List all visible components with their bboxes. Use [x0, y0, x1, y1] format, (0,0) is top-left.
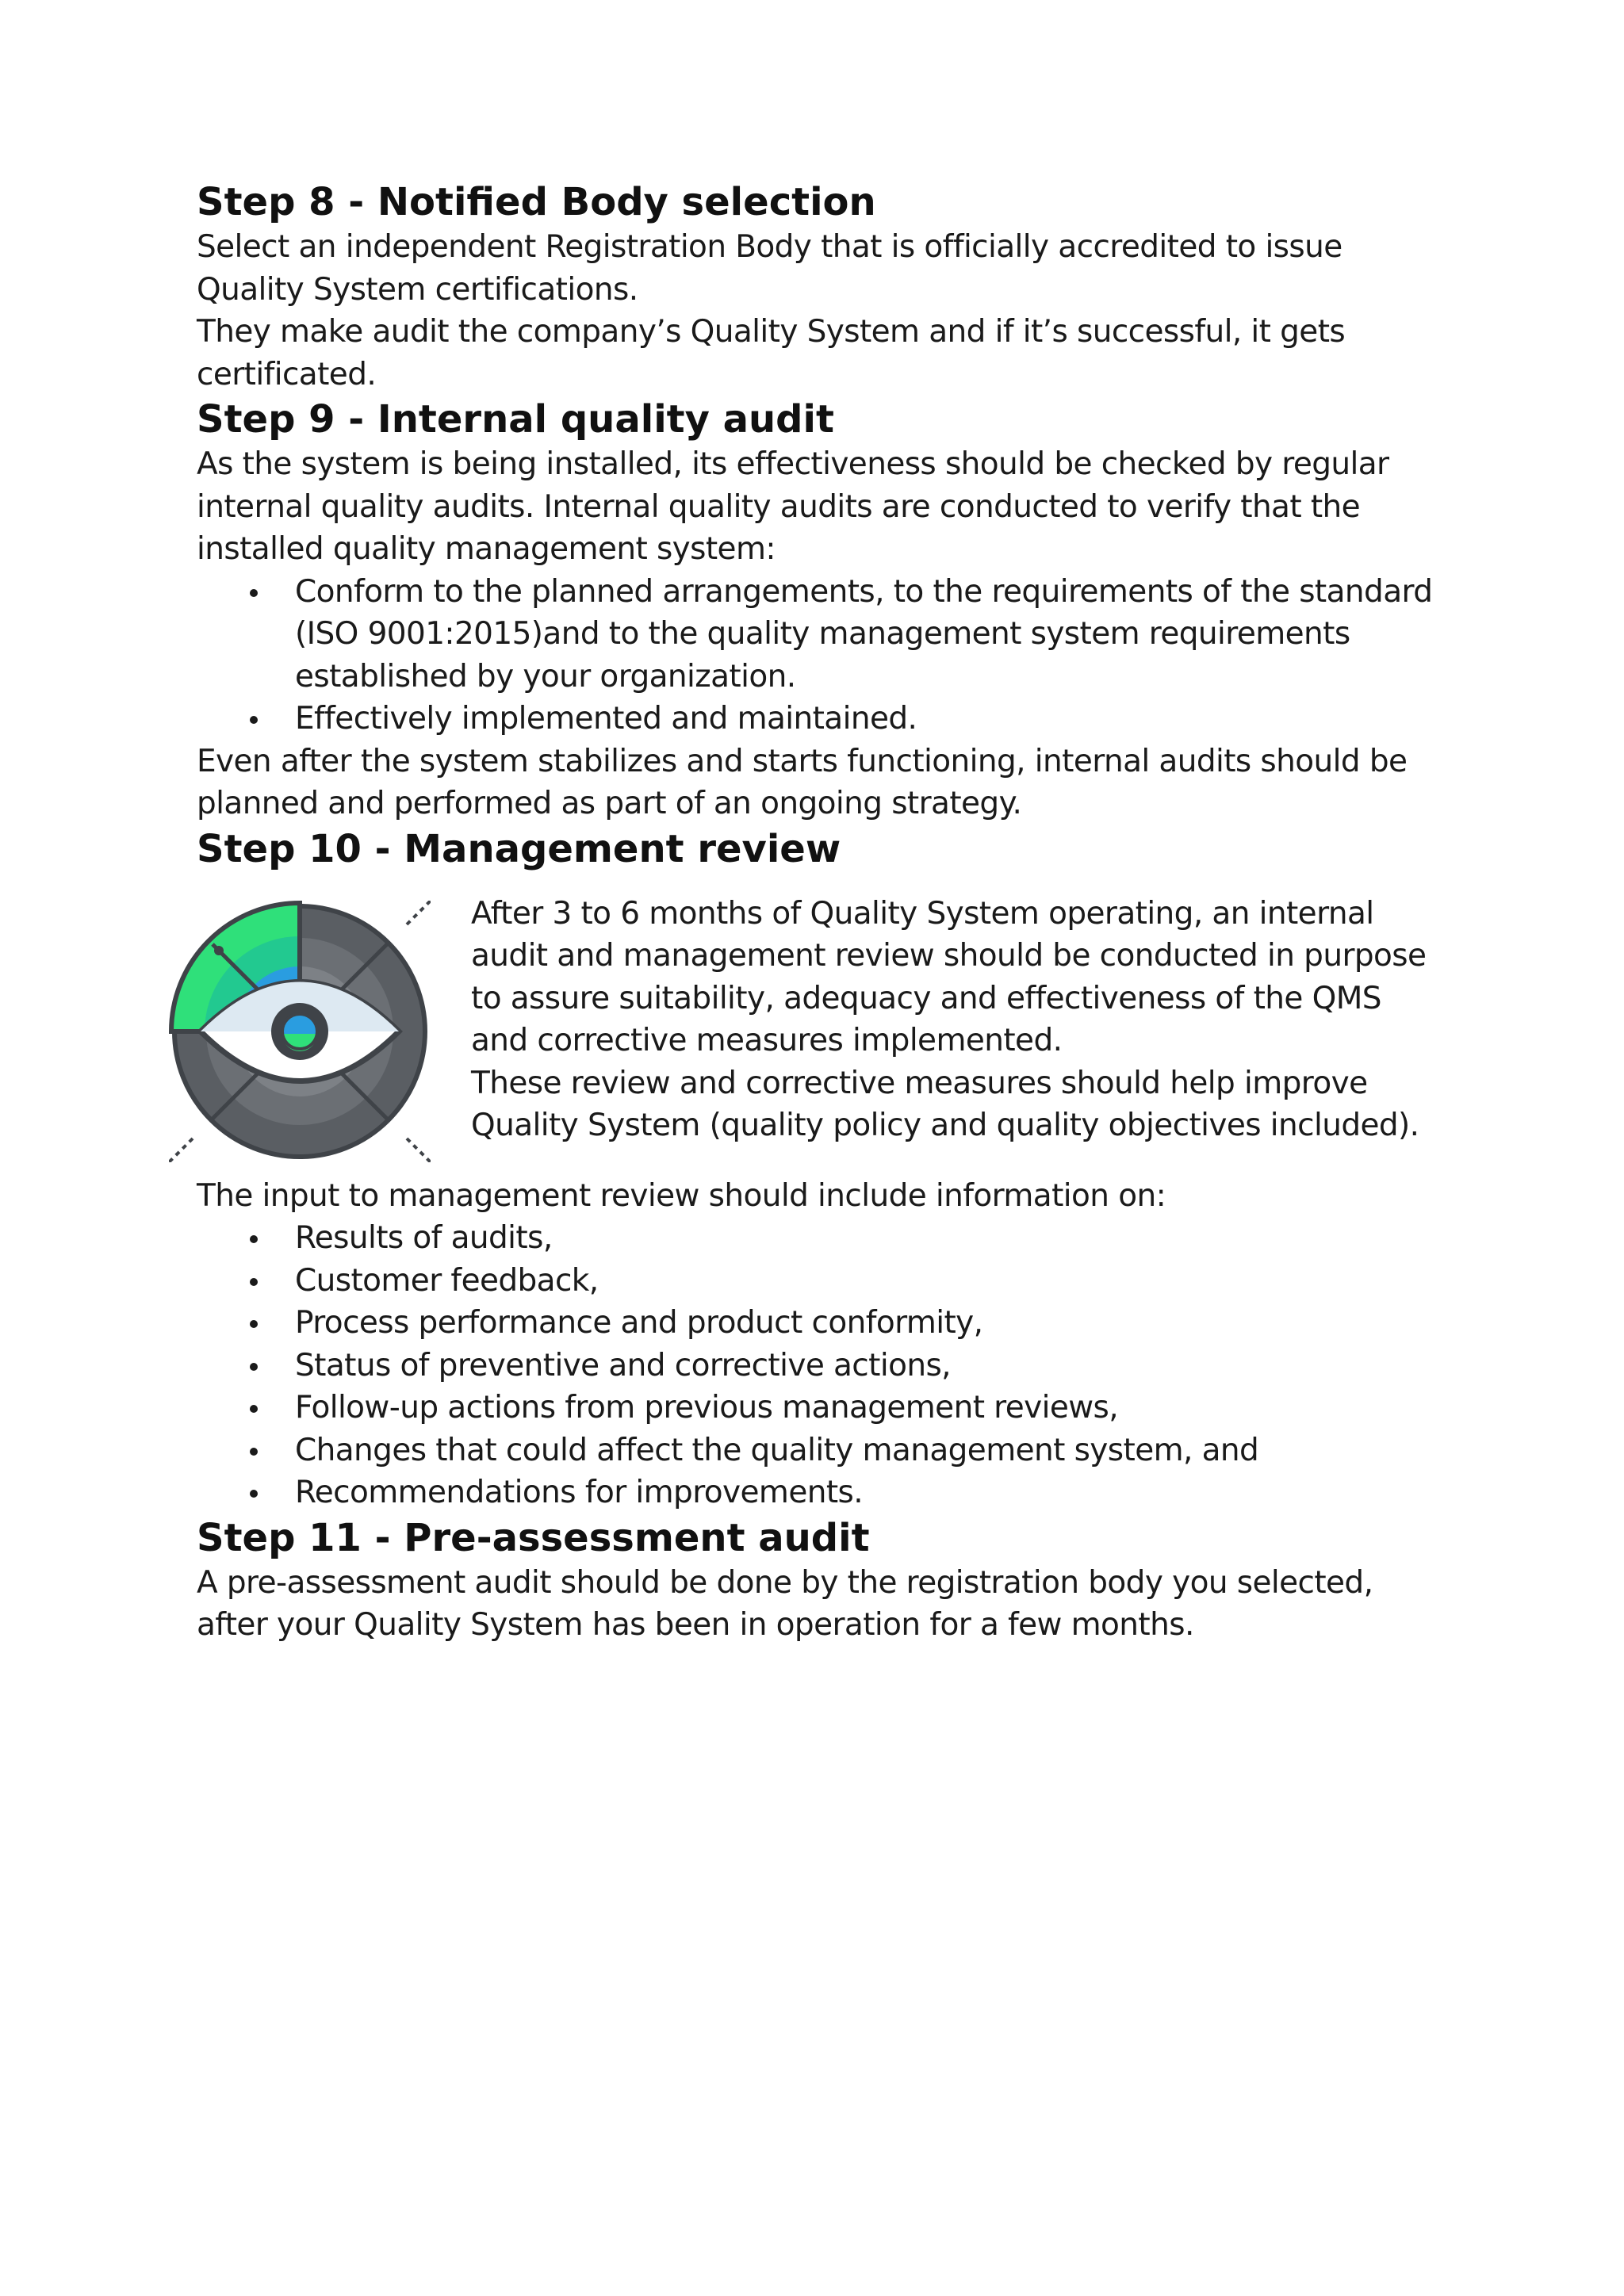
- eye-radar-icon: [169, 901, 431, 1162]
- step-10-paragraph-1: After 3 to 6 months of Quality System operating, an internal audit and management review should be conducted in purpose to assure suitability, adequacy and effectiveness of the QMS and corrective measures implemented.: [471, 895, 1427, 1058]
- list-item: Process performance and product conformity,: [197, 1302, 1434, 1345]
- list-item: Follow-up actions from previous management reviews,: [197, 1387, 1434, 1429]
- step-9-bullet-list: [197, 571, 1434, 740]
- list-item: Customer feedback,: [197, 1260, 1434, 1303]
- list-item: Results of audits,: [197, 1217, 1434, 1260]
- step-10-heading: Step 10 - Management review: [197, 826, 841, 871]
- list-item: Changes that could affect the quality management system, and: [197, 1429, 1434, 1472]
- step-9-paragraph-2: Even after the system stabilizes and starts functioning, internal audits should be planned and performed as part of an ongoing strategy.: [197, 743, 1408, 821]
- document-content: [197, 178, 1434, 1647]
- step-10-intro-text: [471, 893, 1434, 1147]
- step-8-paragraph-2: They make audit the company’s Quality System and if it’s successful, it gets certificated.: [197, 314, 1346, 392]
- step-9-paragraph-1: As the system is being installed, its effectiveness should be checked by regular internal quality audits. Internal quality audits are conducted to verify that the installed quality management system:: [197, 446, 1389, 567]
- list-item: Status of preventive and corrective actions,: [197, 1345, 1434, 1387]
- step-11-paragraph-1: A pre-assessment audit should be done by the registration body you selected, after your Quality System has been in operation for a few months.: [197, 1564, 1373, 1643]
- step-9-heading: Step 9 - Internal quality audit: [197, 397, 834, 442]
- list-item: Conform to the planned arrangements, to the requirements of the standard (ISO 9001:2015)and to the quality management system requirements established by your organization.: [197, 571, 1434, 698]
- list-item: Effectively implemented and maintained.: [197, 698, 1434, 740]
- step-10-paragraph-2: These review and corrective measures should help improve Quality System (quality policy and quality objectives included).: [471, 1065, 1419, 1143]
- step-10-intro: [197, 893, 1434, 1175]
- step-10-bullet-list: [197, 1217, 1434, 1514]
- step-10-paragraph-3: The input to management review should include information on:: [197, 1177, 1166, 1214]
- step-8-paragraph-1: Select an independent Registration Body that is officially accredited to issue Quality System certifications.: [197, 229, 1342, 308]
- step-8-heading: Step 8 - Notified Body selection: [197, 180, 876, 224]
- list-item: Recommendations for improvements.: [197, 1471, 1434, 1514]
- step-11-heading: Step 11 - Pre-assessment audit: [197, 1515, 870, 1560]
